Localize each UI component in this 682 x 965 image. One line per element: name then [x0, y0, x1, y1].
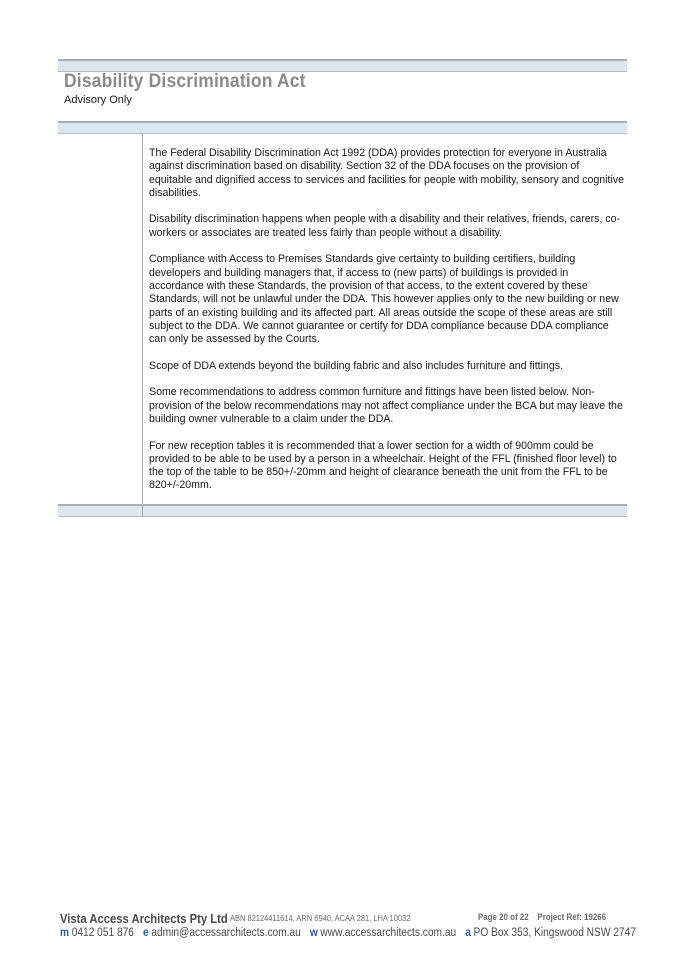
section-title: Disability Discrimination Act	[64, 71, 306, 92]
paragraph: For new reception tables it is recommended that a lower section for a width of 900mm could be provided to be able to be used by a person in a wheelchair. Height of the FFL (finished floor level) to the top of the table to be 850+/-20mm and height of clearance beneath the unit from the FFL to be 820+/-20mm.	[149, 439, 617, 492]
project-ref: Project Ref: 19266	[537, 912, 607, 922]
mobile-label: m	[60, 927, 70, 939]
paragraph: Some recommendations to address common furniture and fittings have been listed below. Non-provision of the below recommendations may not affect compliance under the BCA but may leave the building owner vulnerable to a claim under the DDA.	[149, 386, 623, 425]
registration-numbers: ABN 82124411614, ARN 6940, ACAA 281, LHA 10032	[230, 913, 411, 923]
paragraph: The Federal Disability Discrimination Act 1992 (DDA) provides protection for everyone in Australia against discrimination based on disability. Section 32 of the DDA focuses on the provision of equitable and dignified access to services and facilities for people with mobility, sensory and cognitive disabilities.	[149, 147, 625, 199]
paragraph: Compliance with Access to Premises Standards give certainty to building certifiers, building developers and building managers that, if access to (new parts) of buildings is provided in accordance with these Standards, the provision of that access, to the extent covered by these Standards, will not be unlawful under the DDA. This however applies only to the new building or new parts of an existing building and its affected part. All areas outside the scope of these areas are still subject to the DDA. We cannot guarantee or certify for DDA compliance because DDA compliance can only be assessed by the Courts.	[149, 253, 619, 346]
column-divider	[142, 134, 143, 504]
website-link[interactable]: www.accessarchitects.com.au	[320, 927, 457, 939]
content-cell	[149, 147, 625, 506]
table-footer-band	[58, 504, 627, 517]
email-link[interactable]: admin@accessarchitects.com.au	[151, 927, 301, 939]
footer-company-line	[60, 910, 620, 926]
paragraph: Scope of DDA extends beyond the building fabric and also includes furniture and fittings.	[149, 359, 564, 372]
email-label: e	[143, 927, 149, 939]
postal-address: PO Box 353, Kingswood NSW 2747	[473, 927, 636, 939]
address-label: a	[465, 927, 471, 939]
company-name: Vista Access Architects Pty Ltd	[60, 912, 228, 926]
page-info	[478, 912, 606, 922]
column-divider	[142, 505, 143, 517]
website-label: w	[309, 927, 318, 939]
section-subtitle: Advisory Only	[64, 94, 132, 106]
footer-contact-line	[60, 927, 642, 939]
paragraph: Disability discrimination happens when people with a disability and their relatives, friends, carers, co-workers or associates are treated less fairly than people without a disability.	[149, 213, 621, 239]
mobile-number: 0412 051 876	[71, 927, 134, 939]
table-header-band	[58, 121, 627, 134]
page-number: Page 20 of 22	[478, 912, 529, 922]
